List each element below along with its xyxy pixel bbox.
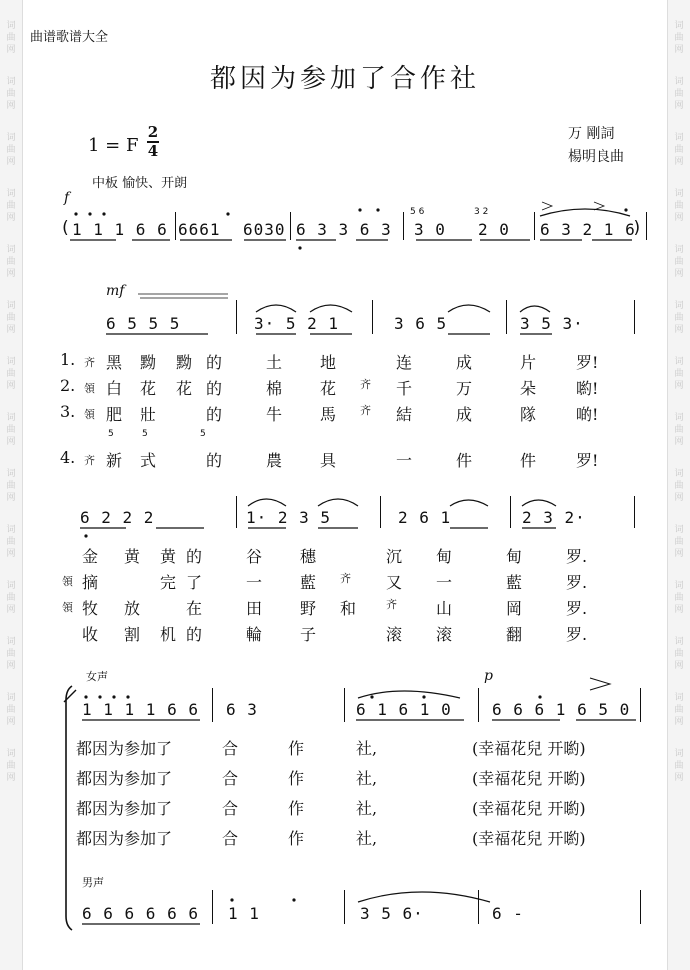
key-signature: 1 = F: [88, 135, 139, 156]
lyric-char: 摘: [82, 573, 99, 592]
lyric-char: 罗!: [576, 353, 599, 372]
lead-mark: 領: [62, 601, 73, 614]
male-measure-3: 3 5 6·: [360, 904, 424, 923]
dynamic-verse: mf: [106, 283, 125, 299]
lyric-char: 啲!: [576, 405, 599, 424]
male-measure-2: 1 1: [228, 904, 260, 923]
watermark-text: 词 曲 网: [6, 525, 16, 559]
female-measure-4: 6 6 6 1 6 5 0: [492, 700, 631, 719]
chorus-lyric-char: 社,: [356, 829, 378, 848]
watermark-text: 词 曲 网: [6, 413, 16, 447]
lyric-char: 輪: [246, 625, 263, 644]
lyric-char: 罗!: [576, 451, 599, 470]
lead-mark: 領: [84, 382, 95, 395]
lyric-char: 白: [106, 379, 123, 398]
lyric-char: 岡: [506, 599, 523, 618]
lyric-char: 件: [456, 451, 473, 470]
male-measure-4: 6 -: [492, 904, 524, 923]
lyric-char: 翻: [506, 625, 523, 644]
lyric-char: 罗.: [566, 547, 588, 566]
lyric-char: 滚: [436, 625, 453, 644]
chorus-lyric-phrase: 都因为参加了: [76, 829, 173, 848]
lyric-char: 黄: [124, 547, 141, 566]
lyric-char: 的: [206, 379, 223, 398]
lyric-char: 连: [396, 353, 413, 372]
watermark-text: 词 曲 网: [6, 301, 16, 335]
intro-close-paren: ): [632, 218, 644, 238]
lyric-char: 齐: [386, 598, 397, 611]
lyric-char: 一: [396, 451, 413, 470]
lyric-char: 的: [186, 547, 203, 566]
watermark-text: 词 曲 网: [674, 469, 684, 503]
lead-mark: 領: [62, 575, 73, 588]
watermark-text: 词 曲 网: [674, 413, 684, 447]
intro-measure-4: 6 3 3 6 3: [296, 220, 392, 239]
lyric-char: 農: [266, 451, 283, 470]
chorus-lyric-char: 作: [288, 829, 305, 848]
watermark-text: 词 曲 网: [6, 21, 16, 55]
dynamic-chorus: p: [484, 668, 493, 684]
site-name: 曲谱歌谱大全: [30, 30, 109, 45]
watermark-text: 词 曲 网: [6, 77, 16, 111]
intro-grace-1: 5 6: [410, 207, 425, 217]
lyric-char: 新: [106, 451, 123, 470]
lyric-char: 式: [140, 451, 157, 470]
chorus-lyric-char: 社,: [356, 739, 378, 758]
lyric-char: 罗.: [566, 573, 588, 592]
intro-measure-6: 2 0: [478, 220, 510, 239]
verse-number: 4.: [60, 448, 76, 467]
lyric-char: 万: [456, 379, 473, 398]
intro-measure-1: 1 1 1 6 6: [72, 220, 168, 239]
verse1-measure-3: 3 6 5: [394, 314, 448, 333]
verse1-measure-2: 3· 5 2 1: [254, 314, 340, 333]
lyric-char: 土: [266, 353, 283, 372]
lyric-char: 齐: [360, 378, 371, 391]
intro-measure-3: 6030: [243, 220, 286, 239]
lyric-char: 件: [520, 451, 537, 470]
watermark-text: 词 曲 网: [6, 245, 16, 279]
lyric-char: 甸: [436, 547, 453, 566]
watermark-text: 词 曲 网: [674, 21, 684, 55]
watermark-text: 词 曲 网: [674, 581, 684, 615]
lyric-char: 隊: [520, 405, 537, 424]
lyric-char: 的: [206, 353, 223, 372]
verse-number: 2.: [60, 376, 76, 395]
lyric-char: 了: [186, 573, 203, 592]
watermark-text: 词 曲 网: [6, 749, 16, 783]
chorus-lyric-char: 作: [288, 739, 305, 758]
chorus-lyric-echo: (幸福花兒 开喲): [472, 739, 586, 758]
lyric-char: 罗.: [566, 599, 588, 618]
lyric-char: 的: [206, 405, 223, 424]
tempo-marking: 中板 愉快、开朗: [92, 176, 188, 191]
intro-grace-2: 3 2: [474, 207, 489, 217]
lyric-char: 喲!: [576, 379, 599, 398]
small-note: 5: [200, 429, 206, 439]
watermark-text: 词 曲 网: [674, 133, 684, 167]
lyric-char: 又: [386, 573, 403, 592]
time-signature-bottom: 4: [147, 142, 159, 160]
verse2-measure-1: 6 2 2 2: [80, 508, 155, 527]
lead-mark: 領: [84, 408, 95, 421]
chorus-lyric-char: 社,: [356, 769, 378, 788]
watermark-text: 词 曲 网: [6, 357, 16, 391]
female-voice-label: 女声: [86, 670, 108, 683]
lyric-char: 千: [396, 379, 413, 398]
lyric-char: 谷: [246, 547, 263, 566]
small-note: 5: [142, 429, 148, 439]
lyric-char: 成: [456, 405, 473, 424]
chorus-lyric-char: 合: [222, 769, 239, 788]
lyric-char: 黑: [106, 353, 123, 372]
chorus-lyric-char: 合: [222, 829, 239, 848]
lyric-char: 地: [320, 353, 337, 372]
chorus-lyric-char: 合: [222, 799, 239, 818]
dynamic-intro: f: [64, 190, 70, 206]
song-title: 都因为参加了合作社: [209, 64, 480, 94]
lyric-char: 肥: [106, 405, 123, 424]
lyric-char: 馬: [320, 405, 337, 424]
lyric-char: 金: [82, 547, 99, 566]
lyric-char: 齐: [340, 572, 351, 585]
female-measure-1: 1 1 1 1 6 6: [82, 700, 199, 719]
female-measure-2: 6 3: [226, 700, 258, 719]
watermark-text: 词 曲 网: [6, 189, 16, 223]
watermark-text: 词 曲 网: [674, 525, 684, 559]
male-measure-1: 6 6 6 6 6 6: [82, 904, 199, 923]
lyric-char: 藍: [300, 573, 317, 592]
lyric-char: 割: [124, 625, 141, 644]
verse2-measure-4: 2 3 2·: [522, 508, 586, 527]
intro-measure-7: 6 3 2 1 6: [540, 220, 636, 239]
chorus-lyric-echo: (幸福花兒 开喲): [472, 799, 586, 818]
chorus-lyric-char: 作: [288, 799, 305, 818]
lyric-char: 野: [300, 599, 317, 618]
chorus-lyric-char: 社,: [356, 799, 378, 818]
lyric-char: 罗.: [566, 625, 588, 644]
verse1-measure-4: 3 5 3·: [520, 314, 584, 333]
intro-open-paren: (: [60, 218, 72, 238]
lyric-char: 成: [456, 353, 473, 372]
lyric-char: 黄: [160, 547, 177, 566]
lyric-char: 机: [160, 625, 177, 644]
watermark-text: 词 曲 网: [674, 189, 684, 223]
lyric-char: 壯: [140, 405, 157, 424]
male-voice-label: 男声: [82, 876, 104, 889]
lyricist-credit: 万 剛詞: [568, 126, 615, 142]
lyric-char: 滚: [386, 625, 403, 644]
watermark-text: 词 曲 网: [674, 357, 684, 391]
watermark-text: 词 曲 网: [674, 77, 684, 111]
lyric-char: 山: [436, 599, 453, 618]
lyric-char: 田: [246, 599, 263, 618]
watermark-text: 词 曲 网: [674, 245, 684, 279]
verse2-measure-2: 1· 2 3 5: [246, 508, 332, 527]
lyric-char: 在: [186, 599, 203, 618]
lyric-char: 黝: [176, 353, 193, 372]
female-measure-3: 6 1 6 1 0: [356, 700, 452, 719]
verse1-measure-1: 6 5 5 5: [106, 314, 181, 333]
time-signature-top: 2: [147, 123, 159, 141]
lyric-char: 完: [160, 573, 177, 592]
watermark-text: 词 曲 网: [6, 133, 16, 167]
lyric-char: 齐: [360, 404, 371, 417]
lyric-char: 具: [320, 451, 337, 470]
verse-number: 1.: [60, 350, 76, 369]
watermark-text: 词 曲 网: [674, 301, 684, 335]
intro-measure-2: 6661: [178, 220, 221, 239]
lyric-char: 沉: [386, 547, 403, 566]
watermark-text: 词 曲 网: [674, 693, 684, 727]
watermark-text: 词 曲 网: [6, 637, 16, 671]
chorus-lyric-char: 合: [222, 739, 239, 758]
intro-measure-5: 3 0: [414, 220, 446, 239]
chorus-lyric-phrase: 都因为参加了: [76, 739, 173, 758]
lyric-char: 收: [82, 625, 99, 644]
lyric-char: 結: [396, 405, 413, 424]
lyric-char: 片: [520, 353, 537, 372]
lyric-char: 和: [340, 599, 357, 618]
lyric-char: 棉: [266, 379, 283, 398]
chorus-lyric-char: 作: [288, 769, 305, 788]
watermark-text: 词 曲 网: [674, 749, 684, 783]
lyric-char: 子: [300, 625, 317, 644]
lyric-char: 花: [140, 379, 157, 398]
lead-mark: 齐: [84, 356, 95, 369]
chorus-lyric-echo: (幸福花兒 开喲): [472, 769, 586, 788]
lyric-char: 朵: [520, 379, 537, 398]
chorus-lyric-phrase: 都因为参加了: [76, 799, 173, 818]
watermark-text: 词 曲 网: [674, 637, 684, 671]
lyric-char: 藍: [506, 573, 523, 592]
lyric-char: 花: [320, 379, 337, 398]
lyric-char: 花: [176, 379, 193, 398]
lyric-char: 黝: [140, 353, 157, 372]
composer-credit: 楊明良曲: [568, 149, 624, 165]
watermark-text: 词 曲 网: [6, 693, 16, 727]
lyric-char: 穗: [300, 547, 317, 566]
lyric-char: 牛: [266, 405, 283, 424]
lyric-char: 一: [246, 573, 263, 592]
verse2-measure-3: 2 6 1: [398, 508, 452, 527]
lyric-char: 的: [186, 625, 203, 644]
lead-mark: 齐: [84, 454, 95, 467]
chorus-lyric-phrase: 都因为参加了: [76, 769, 173, 788]
lyric-char: 牧: [82, 599, 99, 618]
lyric-char: 的: [206, 451, 223, 470]
verse-number: 3.: [60, 402, 76, 421]
lyric-char: 一: [436, 573, 453, 592]
lyric-char: 甸: [506, 547, 523, 566]
watermark-text: 词 曲 网: [6, 469, 16, 503]
chorus-lyric-echo: (幸福花兒 开喲): [472, 829, 586, 848]
watermark-text: 词 曲 网: [6, 581, 16, 615]
lyric-char: 放: [124, 599, 141, 618]
small-note: 5: [108, 429, 114, 439]
